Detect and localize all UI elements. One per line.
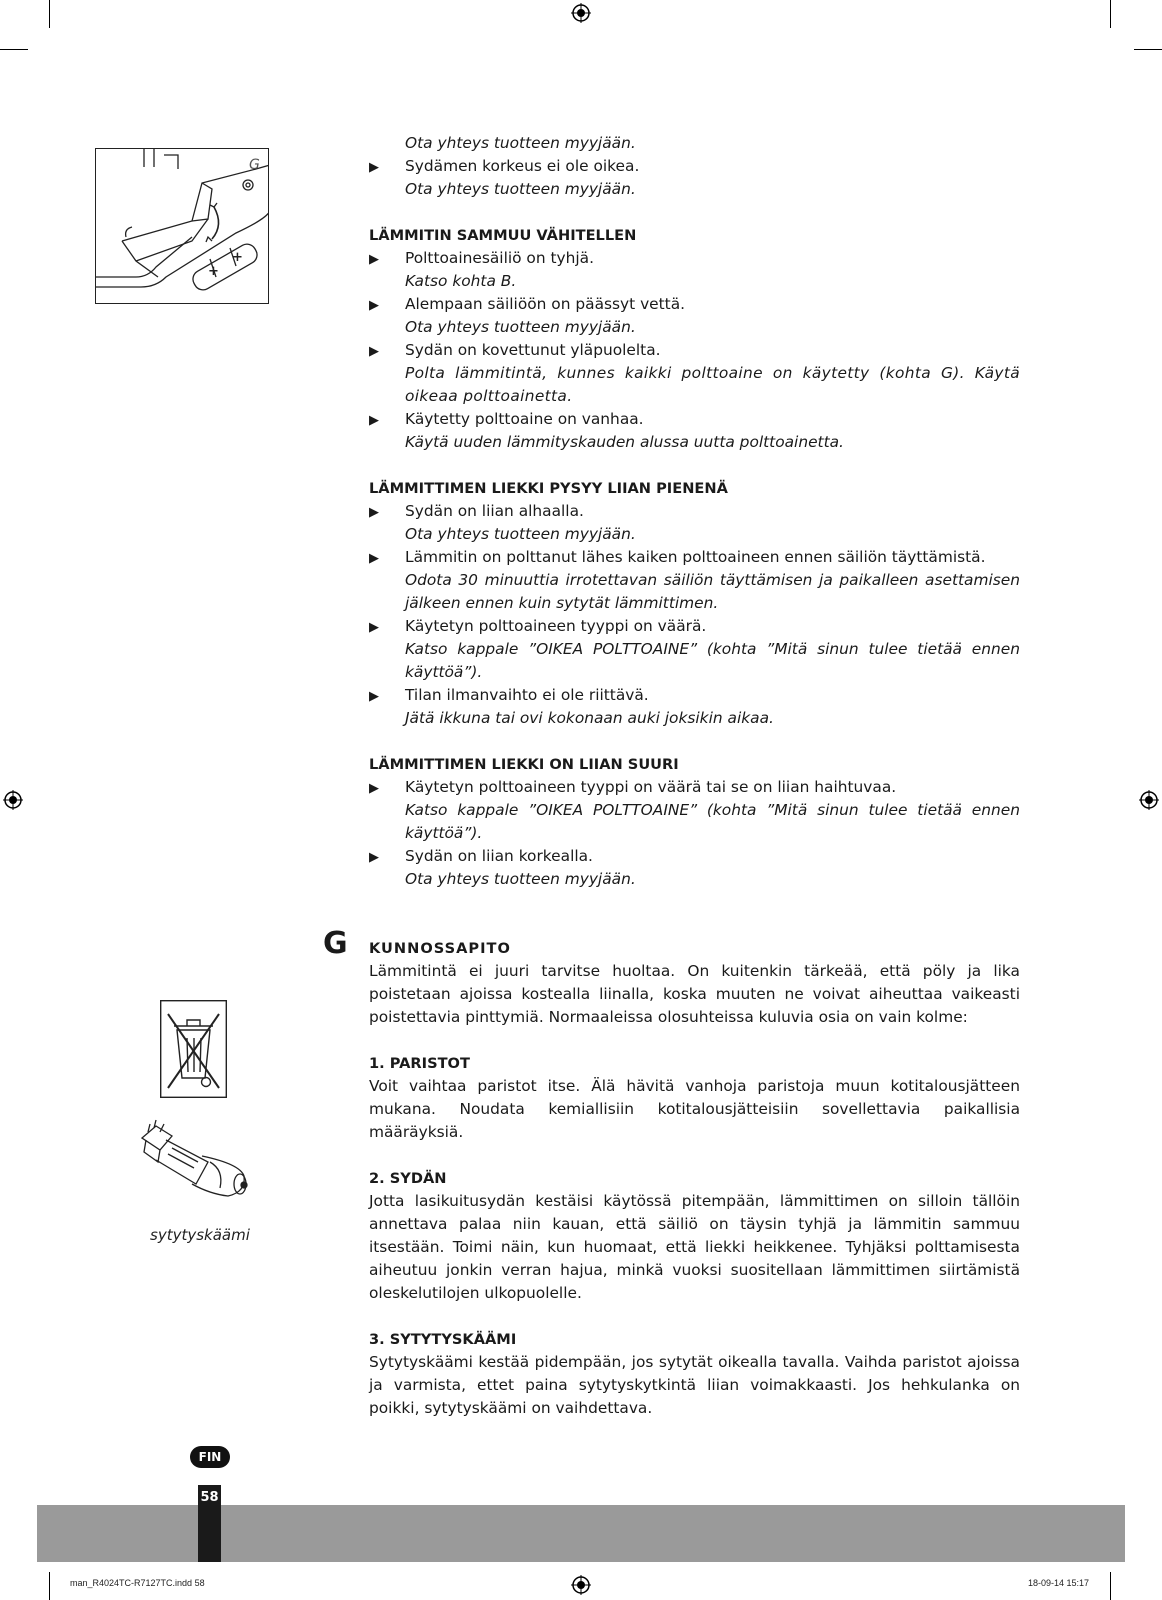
intro-bullet: ▶ Sydämen korkeus ei ole oikea.: [369, 155, 1020, 178]
registration-mark-icon: [1139, 790, 1159, 810]
part-text: Jotta lasikuitusydän kestäisi käytössä pitempään, lämmittimen on silloin tällöin annettava palaa niin kauan, että säiliö on täysin tyhjä ja lämmitin sammuu itsestään. Toimi näin, kun huomaat, että liekki heikkenee. Tyhjäksi polttamisesta aiheutuu jonkin verran hajua, minkä vuoksi suositellaan lämmittimen siirtämistä oleskelutilojen ulkopuolelle.: [369, 1192, 1020, 1302]
crop-mark: [0, 49, 28, 50]
intro-line: Ota yhteys tuotteen myyjään.: [405, 134, 636, 152]
language-badge: FIN: [190, 1446, 230, 1468]
bullet-triangle-icon: ▶: [369, 551, 379, 566]
bullet-triangle-icon: ▶: [369, 160, 379, 175]
figure-label: G: [249, 157, 260, 173]
bullet-triangle-icon: ▶: [369, 344, 379, 359]
battery-compartment-illustration: [95, 148, 269, 304]
list-item: ▶ Käytetyn polttoaineen tyyppi on väärä tai se on liian haihtuvaa. Katso kappale ”OIKEA POLTTOAINE” (kohta ”Mitä sinun tulee tietää ennen käyttöä”).: [369, 778, 1020, 842]
bullet-triangle-icon: ▶: [369, 252, 379, 267]
bullet-triangle-icon: ▶: [369, 298, 379, 313]
list-item: ▶ Polttoainesäiliö on tyhjä. Katso kohta B.: [369, 249, 594, 290]
bullet-triangle-icon: ▶: [369, 850, 379, 865]
crop-mark: [49, 0, 50, 28]
maintenance-heading: KUNNOSSAPITO: [369, 940, 511, 957]
bullet-triangle-icon: ▶: [369, 413, 379, 428]
footer-date-slug: 18-09-14 15:17: [1028, 1578, 1090, 1588]
svg-text:+: +: [208, 264, 219, 279]
footer-file-slug: man_R4024TC-R7127TC.indd 58: [70, 1578, 205, 1588]
crop-mark: [1110, 0, 1111, 28]
section-heading: LÄMMITIN SAMMUU VÄHITELLEN: [369, 227, 637, 244]
svg-text:+: +: [232, 250, 243, 265]
bullet-triangle-icon: ▶: [369, 689, 379, 704]
intro-line: Ota yhteys tuotteen myyjään.: [405, 180, 636, 198]
bullet-triangle-icon: ▶: [369, 505, 379, 520]
part-title: 3. SYTYTYSKÄÄMI: [369, 1331, 517, 1348]
section-heading: LÄMMITTIMEN LIEKKI PYSYY LIIAN PIENENÄ: [369, 480, 728, 497]
list-item: ▶ Alempaan säiliöön on päässyt vettä. Ota yhteys tuotteen myyjään.: [369, 295, 686, 336]
list-item: ▶ Sydän on kovettunut yläpuolelta. Polta lämmitintä, kunnes kaikki polttoaine on käytetty (kohta G). Käytä oikeaa polttoainetta.: [369, 341, 1020, 405]
section-heading: LÄMMITTIMEN LIEKKI ON LIIAN SUURI: [369, 756, 679, 773]
list-item: ▶ Lämmitin on polttanut lähes kaiken polttoaineen ennen säiliön täyttämistä. Odota 30 minuuttia irrotettavan säiliön täyttämisen ja paikalleen asettamisen jälkeen ennen kuin sytytät lämmittimen.: [369, 548, 1020, 612]
registration-mark-icon: [571, 3, 591, 23]
section-letter: G: [323, 926, 348, 961]
ignition-coil-illustration: [136, 1118, 254, 1204]
registration-mark-icon: [3, 790, 23, 810]
page-number: 58: [200, 1490, 219, 1505]
part-title: 2. SYDÄN: [369, 1170, 447, 1187]
list-item: ▶ Sydän on liian korkealla. Ota yhteys tuotteen myyjään.: [369, 847, 636, 888]
bullet-triangle-icon: ▶: [369, 620, 379, 635]
maintenance-intro: Lämmitintä ei juuri tarvitse huoltaa. On kuitenkin tärkeää, että pöly ja lika poistetaan ajoissa kostealla liinalla, koska muuten ne voivat aiheuttaa vaikeasti poistettavia pinttymiä. Normaaleissa olosuhteissa kuluvia osia on vain kolme:: [369, 962, 1020, 1026]
list-item: ▶ Käytetyn polttoaineen tyyppi on väärä. Katso kappale ”OIKEA POLTTOAINE” (kohta ”Mitä sinun tulee tietää ennen käyttöä”).: [369, 617, 1020, 681]
crop-mark: [49, 1572, 50, 1600]
registration-mark-icon: [571, 1575, 591, 1595]
crop-mark: [1134, 49, 1162, 50]
list-item: ▶ Käytetty polttoaine on vanhaa. Käytä uuden lämmityskauden alussa uutta polttoainetta.: [369, 410, 844, 451]
crop-mark: [1110, 1572, 1111, 1600]
bullet-triangle-icon: ▶: [369, 781, 379, 796]
list-item: ▶ Tilan ilmanvaihto ei ole riittävä. Jätä ikkuna tai ovi kokonaan auki joksikin aikaa.: [369, 686, 774, 727]
main-text-column: [369, 132, 1020, 1420]
list-item: ▶ Sydän on liian alhaalla. Ota yhteys tuotteen myyjään.: [369, 502, 636, 543]
part-text: Sytytyskäämi kestää pidempään, jos sytytät oikealla tavalla. Vaihda paristot ajoissa ja varmista, ettet paina sytytyskytkintä liian voimakkaasti. Jos hehkulanka on poikki, sytytyskäämi on vaihdettava.: [369, 1353, 1020, 1417]
part-text: Voit vaihtaa paristot itse. Älä hävitä vanhoja paristoja muun kotitalousjätteen mukana. Noudata kemiallisiin kotitalousjätteisiin sovellettavia paikallisia määräyksiä.: [369, 1077, 1020, 1141]
weee-crossed-bin-icon: [160, 1000, 227, 1098]
part-title: 1. PARISTOT: [369, 1055, 470, 1072]
figure-caption: sytytyskäämi: [150, 1226, 250, 1244]
